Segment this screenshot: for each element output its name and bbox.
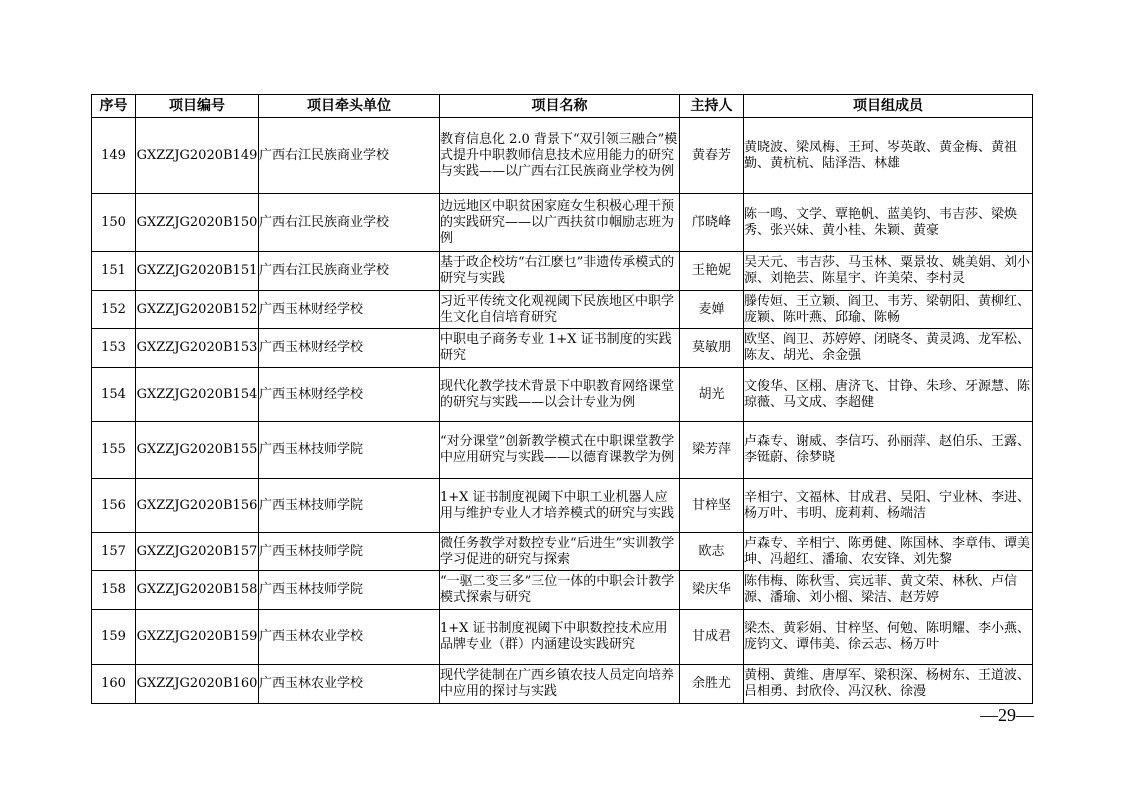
cell-name: 边远地区中职贫困家庭女生积极心理干预的实践研究——以广西扶贫巾帼励志班为例 — [440, 194, 680, 252]
cell-members: 陈一鸣、文学、覃艳帆、蓝美钧、韦吉莎、梁焕秀、张兴妹、黄小桂、朱颖、黄豪 — [744, 194, 1033, 252]
cell-host: 欧志 — [680, 533, 744, 571]
cell-seq: 160 — [92, 665, 136, 704]
table-row — [92, 422, 1033, 479]
cell-seq: 149 — [92, 118, 136, 194]
cell-host: 王艳妮 — [680, 252, 744, 291]
cell-seq: 155 — [92, 422, 136, 479]
cell-unit: 广西玉林技师学院 — [259, 571, 440, 610]
cell-name: 教育信息化 2.0 背景下“双引领三融合”模式提升中职教师信息技术应用能力的研究与实践——以广西右江民族商业学校为例 — [440, 118, 680, 194]
header-code: 项目编号 — [136, 95, 259, 118]
cell-code: GXZZJG2020B160 — [136, 665, 259, 704]
cell-host: 甘成君 — [680, 610, 744, 665]
table-row — [92, 329, 1033, 368]
cell-members: 陈伟梅、陈秋雪、宾远菲、黄文荣、林秋、卢信源、潘瑜、刘小榴、梁洁、赵芳婷 — [744, 571, 1033, 610]
table-row — [92, 252, 1033, 291]
cell-name: 中职电子商务专业 1+X 证书制度的实践研究 — [440, 329, 680, 368]
cell-members: 滕传姮、王立颖、阎卫、韦芳、梁朝阳、黄柳红、庞颖、陈叶燕、邱瑜、陈畅 — [744, 291, 1033, 329]
cell-members: 黄晓波、梁凤梅、王珂、岑英敢、黄金梅、黄祖勤、黄杭杭、陆泽浩、林雄 — [744, 118, 1033, 194]
cell-unit: 广西玉林技师学院 — [259, 422, 440, 479]
cell-unit: 广西右江民族商业学校 — [259, 118, 440, 194]
cell-name: 1+X 证书制度视阈下中职工业机器人应用与维护专业人才培养模式的研究与实践 — [440, 479, 680, 533]
cell-code: GXZZJG2020B155 — [136, 422, 259, 479]
cell-seq: 152 — [92, 291, 136, 329]
cell-name: “一驱二变三多”三位一体的中职会计教学模式探索与研究 — [440, 571, 680, 610]
cell-code: GXZZJG2020B149 — [136, 118, 259, 194]
cell-host: 余胜尤 — [680, 665, 744, 704]
table-row — [92, 194, 1033, 252]
table-row — [92, 291, 1033, 329]
cell-host: 梁芳萍 — [680, 422, 744, 479]
cell-code: GXZZJG2020B150 — [136, 194, 259, 252]
cell-host: 麦婵 — [680, 291, 744, 329]
page-number: —29— — [980, 705, 1034, 725]
cell-unit: 广西玉林技师学院 — [259, 533, 440, 571]
cell-code: GXZZJG2020B156 — [136, 479, 259, 533]
cell-code: GXZZJG2020B153 — [136, 329, 259, 368]
cell-seq: 153 — [92, 329, 136, 368]
header-name: 项目名称 — [440, 95, 680, 118]
cell-unit: 广西右江民族商业学校 — [259, 194, 440, 252]
table-row — [92, 665, 1033, 704]
table-row — [92, 533, 1033, 571]
cell-unit: 广西玉林技师学院 — [259, 479, 440, 533]
cell-unit: 广西玉林农业学校 — [259, 665, 440, 704]
cell-seq: 154 — [92, 368, 136, 422]
cell-unit: 广西玉林农业学校 — [259, 610, 440, 665]
cell-unit: 广西玉林财经学校 — [259, 368, 440, 422]
cell-name: 现代化教学技术背景下中职教育网络课堂的研究与实践——以会计专业为例 — [440, 368, 680, 422]
cell-host: 莫敏朋 — [680, 329, 744, 368]
cell-host: 梁庆华 — [680, 571, 744, 610]
cell-unit: 广西右江民族商业学校 — [259, 252, 440, 291]
table-row — [92, 118, 1033, 194]
table-header-row — [92, 95, 1033, 118]
cell-members: 欧坚、阎卫、苏婷婷、闭晓冬、黄灵鸿、龙军松、陈友、胡光、余金强 — [744, 329, 1033, 368]
cell-code: GXZZJG2020B151 — [136, 252, 259, 291]
cell-name: 微任务教学对数控专业“后进生”实训教学学习促进的研究与探索 — [440, 533, 680, 571]
cell-members: 吴天元、韦吉莎、马玉林、粟景妆、姚美娟、刘小源、刘艳芸、陈星宇、许美荣、李村灵 — [744, 252, 1033, 291]
cell-code: GXZZJG2020B154 — [136, 368, 259, 422]
cell-name: 基于政企校坊“右江麽乜”非遗传承模式的研究与实践 — [440, 252, 680, 291]
header-unit: 项目牵头单位 — [259, 95, 440, 118]
project-table — [91, 94, 1033, 704]
cell-name: 习近平传统文化观视阈下民族地区中职学生文化自信培育研究 — [440, 291, 680, 329]
cell-members: 卢森专、谢威、李信巧、孙丽萍、赵伯乐、王露、李铤蔚、徐梦晓 — [744, 422, 1033, 479]
table-row — [92, 610, 1033, 665]
cell-code: GXZZJG2020B159 — [136, 610, 259, 665]
header-members: 项目组成员 — [744, 95, 1033, 118]
header-seq: 序号 — [92, 95, 136, 118]
cell-members: 梁杰、黄彩娟、甘梓坚、何勉、陈明耀、李小燕、庞钧文、谭伟美、徐云志、杨万叶 — [744, 610, 1033, 665]
cell-name: 现代学徒制在广西乡镇农技人员定向培养中应用的探讨与实践 — [440, 665, 680, 704]
cell-unit: 广西玉林财经学校 — [259, 291, 440, 329]
cell-seq: 156 — [92, 479, 136, 533]
cell-members: 卢森专、辛相宁、陈勇健、陈国林、李章伟、谭美坤、冯超红、潘瑜、农安锋、刘先黎 — [744, 533, 1033, 571]
header-host: 主持人 — [680, 95, 744, 118]
table-row — [92, 368, 1033, 422]
cell-host: 胡光 — [680, 368, 744, 422]
cell-seq: 157 — [92, 533, 136, 571]
cell-host: 甘梓坚 — [680, 479, 744, 533]
cell-name: “对分课堂”创新教学模式在中职课堂教学中应用研究与实践——以德育课教学为例 — [440, 422, 680, 479]
cell-seq: 151 — [92, 252, 136, 291]
table-row — [92, 479, 1033, 533]
cell-members: 文俊华、区栩、唐济飞、甘铮、朱珍、牙源慧、陈琼薇、马文成、李超健 — [744, 368, 1033, 422]
cell-seq: 159 — [92, 610, 136, 665]
cell-members: 黄栩、黄维、唐厚军、梁积深、杨树东、王道波、吕相勇、封欣伶、冯汉秋、徐漫 — [744, 665, 1033, 704]
cell-seq: 158 — [92, 571, 136, 610]
cell-seq: 150 — [92, 194, 136, 252]
cell-host: 邝晓峰 — [680, 194, 744, 252]
cell-name: 1+X 证书制度视阈下中职数控技术应用品牌专业（群）内涵建设实践研究 — [440, 610, 680, 665]
table-row — [92, 571, 1033, 610]
cell-code: GXZZJG2020B152 — [136, 291, 259, 329]
cell-code: GXZZJG2020B158 — [136, 571, 259, 610]
cell-unit: 广西玉林财经学校 — [259, 329, 440, 368]
cell-code: GXZZJG2020B157 — [136, 533, 259, 571]
cell-members: 辛相宁、文福林、甘成君、吴阳、宁业林、李进、杨万叶、韦明、庞莉莉、杨端洁 — [744, 479, 1033, 533]
cell-host: 黄春芳 — [680, 118, 744, 194]
